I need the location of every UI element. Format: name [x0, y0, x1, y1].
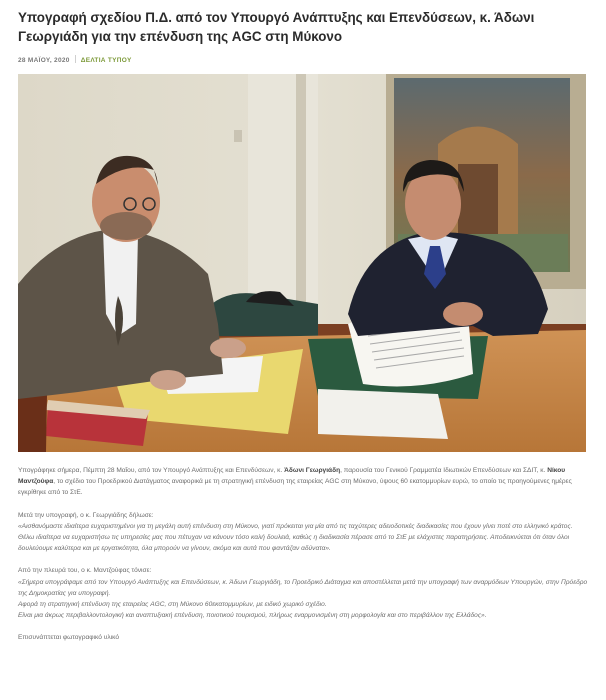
- article-paragraph-1: Υπογράφηκε σήμερα, Πέμπτη 28 Μαΐου, από τον Υπουργό Ανάπτυξης και Επενδύσεων, κ. Άδωνι Γεωργιάδη, παρουσία του Γενικού Γραμματέα Ιδιωτικών Επενδύσεων και ΣΔΙΤ, κ. Νίκου Μαντζούφα, το σχέδιο του Προεδρικού Διατάγματος αναφορικά με τη στρατηγική επένδυση της εταιρείας AGC στη Μύκονο, ύψους 60 εκατομμυρίων ευρώ, το οποίο τις προηγούμενες ημέρες εγκρίθηκε από το ΣτΕ.: [18, 467, 572, 497]
- quote-line: Θέλω ιδιαίτερα να ευχαριστήσω τις υπηρεσίες μας που πέτυχαν να κάνουν τόσο καλή δουλειά, καθώς η διαδικασία πέρασε από το ΣτΕ με ελάχιστες παρατηρήσεις. Αποδεικνύεται ότι όταν όλοι δουλεύουμε καλύτερα και με εργατικότητα, όλα μπορούν να γίνουν, ακόμα και αυτά που φαντάζαν αδύνατα».: [18, 534, 570, 553]
- article-body: [18, 465, 588, 644]
- paragraph-gap: [18, 621, 588, 632]
- name-mantzoufas: Νίκου Μαντζούφα: [18, 467, 566, 486]
- paragraph-gap: [18, 554, 588, 565]
- quote-line: Είναι μια άκρως περιβαλλοντολογική και αναπτυξιακή επένδυση, ποιοτικού τουρισμού, πλήρως εναρμονισμένη στη μορφολογία και στο περιβάλλον της Ελλάδος».: [18, 612, 487, 620]
- statement-intro-1: Μετά την υπογραφή, ο κ. Γεωργιάδης δήλωσε:: [18, 511, 154, 519]
- attachment-note: Επισυνάπτεται φωτογραφικό υλικό: [18, 634, 119, 642]
- name-georgiadis: Άδωνι Γεωργιάδη: [284, 467, 341, 474]
- quote-line: Αφορά τη στρατηγική επένδυση της εταιρείας AGC, στη Μύκονο 60εκατομμυρίων, με ειδικό χωρικό σχέδιο.: [18, 601, 327, 609]
- statement-intro-2: Από την πλευρά του, ο κ. Μαντζούφας τόνισε:: [18, 567, 152, 575]
- quote-line: «Αισθανόμαστε ιδιαίτερα ευχαριστημένοι για τη μεγάλη αυτή επένδυση στη Μύκονο, γιατί πρόκειται για μία από τις ταχύτερες αδειοδοτικές διαδικασίες που έχουν γίνει ποτέ στο ελληνικό κράτος.: [18, 522, 573, 530]
- article-meta: [18, 55, 132, 64]
- article-date: 28 ΜΑΪΟΥ, 2020: [18, 57, 70, 64]
- article-title: Υπογραφή σχεδίου Π.Δ. από τον Υπουργό Ανάπτυξης και Επενδύσεων, κ. Άδωνι Γεωργιάδη για την επένδυση της AGC στη Μύκονο: [18, 10, 535, 44]
- quote-line: «Σήμερα υπογράψαμε από τον Υπουργό Ανάπτυξης και Επενδύσεων, κ. Άδωνι Γεωργιάδη, το Προεδρικό Διάταγμα και αποστέλλεται μετά την υπογραφή των αναρμόδιων Υπουργών, στην Πρόεδρο της Δημοκρατίας για υπογραφή.: [18, 578, 588, 597]
- category-link[interactable]: ΔΕΛΤΙΑ ΤΥΠΟΥ: [80, 57, 132, 64]
- signing-photo: [18, 74, 586, 452]
- paragraph-gap: [18, 499, 588, 510]
- meta-divider: [75, 55, 76, 63]
